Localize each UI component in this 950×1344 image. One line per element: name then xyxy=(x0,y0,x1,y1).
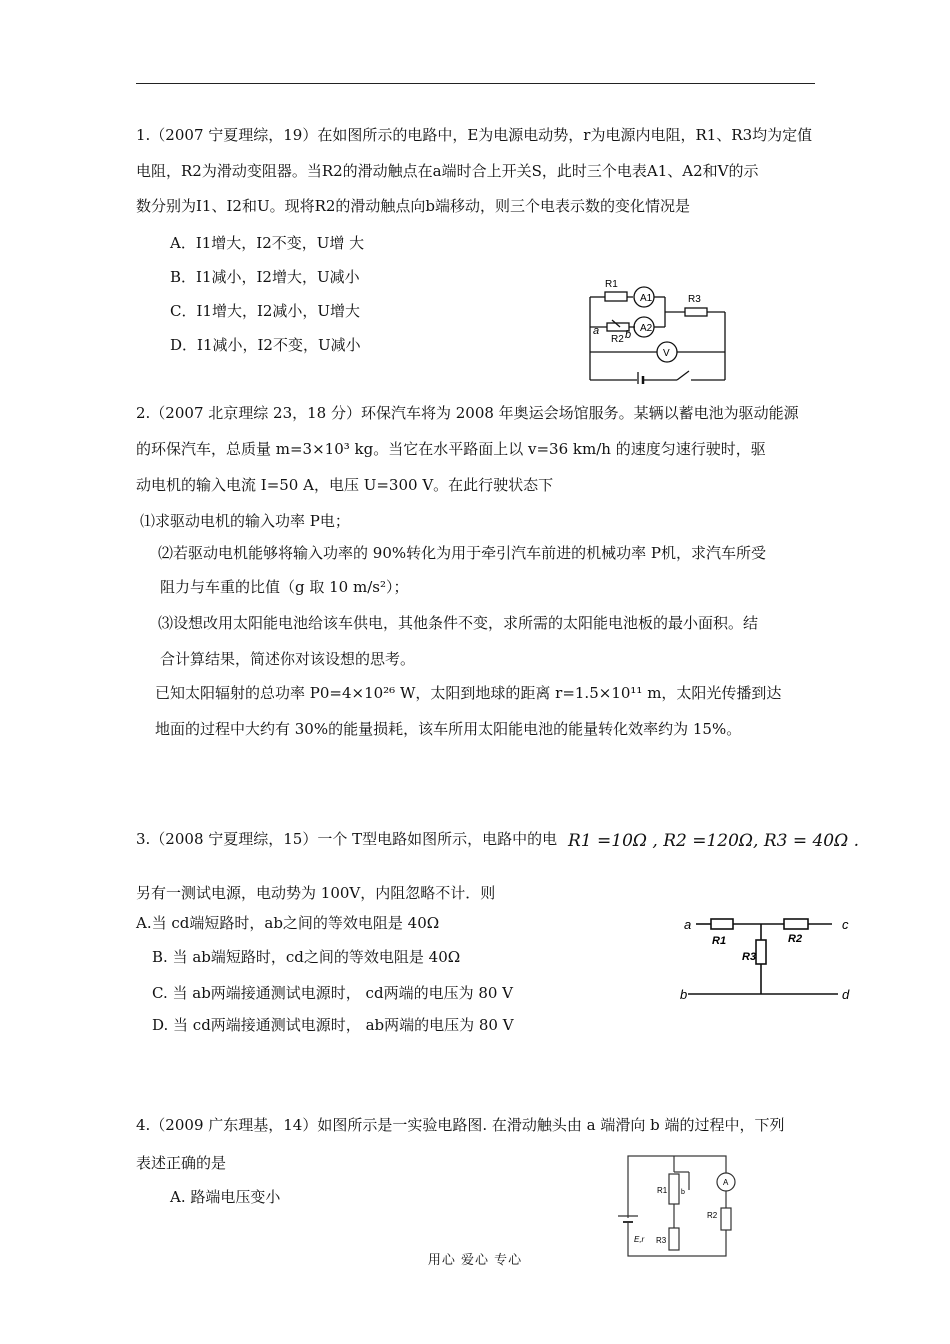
q2-known-2: 地面的过程中大约有 30%的能量损耗，该车所用太阳能电池的能量转化效率约为 15%。 xyxy=(155,720,742,738)
q1-fig-label-b: b xyxy=(625,329,632,341)
q4-option-a: A. 路端电压变小 xyxy=(170,1188,281,1206)
q1-option-a: A．I1增大，I2不变，U增 大 xyxy=(170,234,365,252)
q4-fig-label-ammeter: A xyxy=(723,1178,729,1187)
q2-subquestion-3b: 合计算结果，简述你对该设想的思考。 xyxy=(160,650,416,668)
q1-circuit-diagram xyxy=(585,272,735,384)
q3-fig-label-b: b xyxy=(680,987,688,1002)
q2-line-2: 的环保汽车，总质量 m=3×10³ kg。当它在水平路面上以 v=36 km/h 的速度匀速行驶时，驱 xyxy=(136,440,766,458)
q3-line-2: 另有一测试电源，电动势为 100V，内阻忽略不计．则 xyxy=(136,884,496,902)
q2-subquestion-3a: ⑶设想改用太阳能电池给该车供电，其他条件不变，求所需的太阳能电池板的最小面积。结 xyxy=(158,614,759,632)
q2-subquestion-2a: ⑵若驱动电机能够将输入功率的 90%转化为用于牵引汽车前进的机械功率 P机，求汽车所受 xyxy=(158,544,766,562)
q3-fig-label-r1: R1 xyxy=(712,935,727,947)
q3-fig-label-c: c xyxy=(842,917,849,932)
q3-line-1: 3.（2008 宁夏理综，15）一个 T型电路如图所示，电路中的电 xyxy=(136,830,558,848)
q1-fig-label-a2: A2 xyxy=(640,323,653,334)
q1-line-3: 数分别为I1、I2和U。现将R2的滑动触点向b端移动，则三个电表示数的变化情况是 xyxy=(136,197,691,215)
q3-fig-label-a: a xyxy=(684,917,692,932)
q2-line-3: 动电机的输入电流 I=50 A，电压 U=300 V。在此行驶状态下 xyxy=(136,476,554,494)
q3-option-c: C. 当 ab两端接通测试电源时， cd两端的电压为 80 V xyxy=(152,984,514,1002)
q1-fig-label-v: V xyxy=(663,348,670,359)
q4-fig-label-r1: R1 xyxy=(657,1186,668,1195)
q4-fig-label-source: E,r xyxy=(634,1235,645,1244)
q2-known-1: 已知太阳辐射的总功率 P0=4×10²⁶ W，太阳到地球的距离 r=1.5×10¹¹ m，太阳光传播到达 xyxy=(155,684,782,702)
q2-line-1: 2.（2007 北京理综 23，18 分）环保汽车将为 2008 年奥运会场馆服务。某辆以蓄电池为驱动能源 xyxy=(136,404,799,422)
q4-line-1: 4.（2009 广东理基，14）如图所示是一实验电路图. 在滑动触头由 a 端滑向 b 端的过程中，下列 xyxy=(136,1116,785,1134)
q1-fig-label-r1: R1 xyxy=(605,279,618,290)
q3-fig-label-r3: R3 xyxy=(742,951,757,963)
q1-fig-label-a1: A1 xyxy=(640,293,653,304)
q2-subquestion-1: ⑴求驱动电机的输入功率 P电； xyxy=(140,512,350,530)
q2-subquestion-2b: 阻力与车重的比值（g 取 10 m/s²）； xyxy=(160,578,409,596)
q1-line-2: 电阻，R2为滑动变阻器。当R2的滑动触点在a端时合上开关S，此时三个电表A1、A2和V的示 xyxy=(136,162,759,180)
q3-option-b: B. 当 ab端短路时，cd之间的等效电阻是 40Ω xyxy=(152,948,461,966)
q1-option-c: C．I1增大，I2减小，U增大 xyxy=(170,302,361,320)
q3-fig-label-d: d xyxy=(842,987,850,1002)
q3-option-d: D. 当 cd两端接通测试电源时， ab两端的电压为 80 V xyxy=(152,1016,514,1034)
q4-circuit-diagram xyxy=(614,1150,750,1262)
q1-option-b: B．I1减小，I2增大，U减小 xyxy=(170,268,360,286)
q1-option-d: D．I1减小，I2不变，U减小 xyxy=(170,336,361,354)
q4-fig-label-r3: R3 xyxy=(656,1236,667,1245)
q1-line-1: 1.（2007 宁夏理综，19）在如图所示的电路中，E为电源电动势，r为电源内电阻，R1、R3均为定值 xyxy=(136,126,813,144)
q1-fig-label-r2: R2 xyxy=(611,334,624,345)
q1-fig-label-a: a xyxy=(593,325,600,337)
q1-fig-label-r3: R3 xyxy=(688,294,701,305)
q3-fig-label-r2: R2 xyxy=(788,933,803,945)
page-footer: 用心 爱心 专心 xyxy=(427,1253,523,1268)
q3-resistance-formula: R1 =10Ω , R2 =120Ω, R3 = 40Ω . xyxy=(568,831,860,851)
q4-line-2: 表述正确的是 xyxy=(136,1154,227,1172)
q3-t-circuit-diagram xyxy=(676,910,866,1004)
q4-fig-label-r2: R2 xyxy=(707,1211,718,1220)
q4-fig-label-b: b xyxy=(681,1189,685,1196)
header-rule xyxy=(136,83,815,84)
q3-option-a: A.当 cd端短路时，ab之间的等效电阻是 40Ω xyxy=(136,914,440,932)
